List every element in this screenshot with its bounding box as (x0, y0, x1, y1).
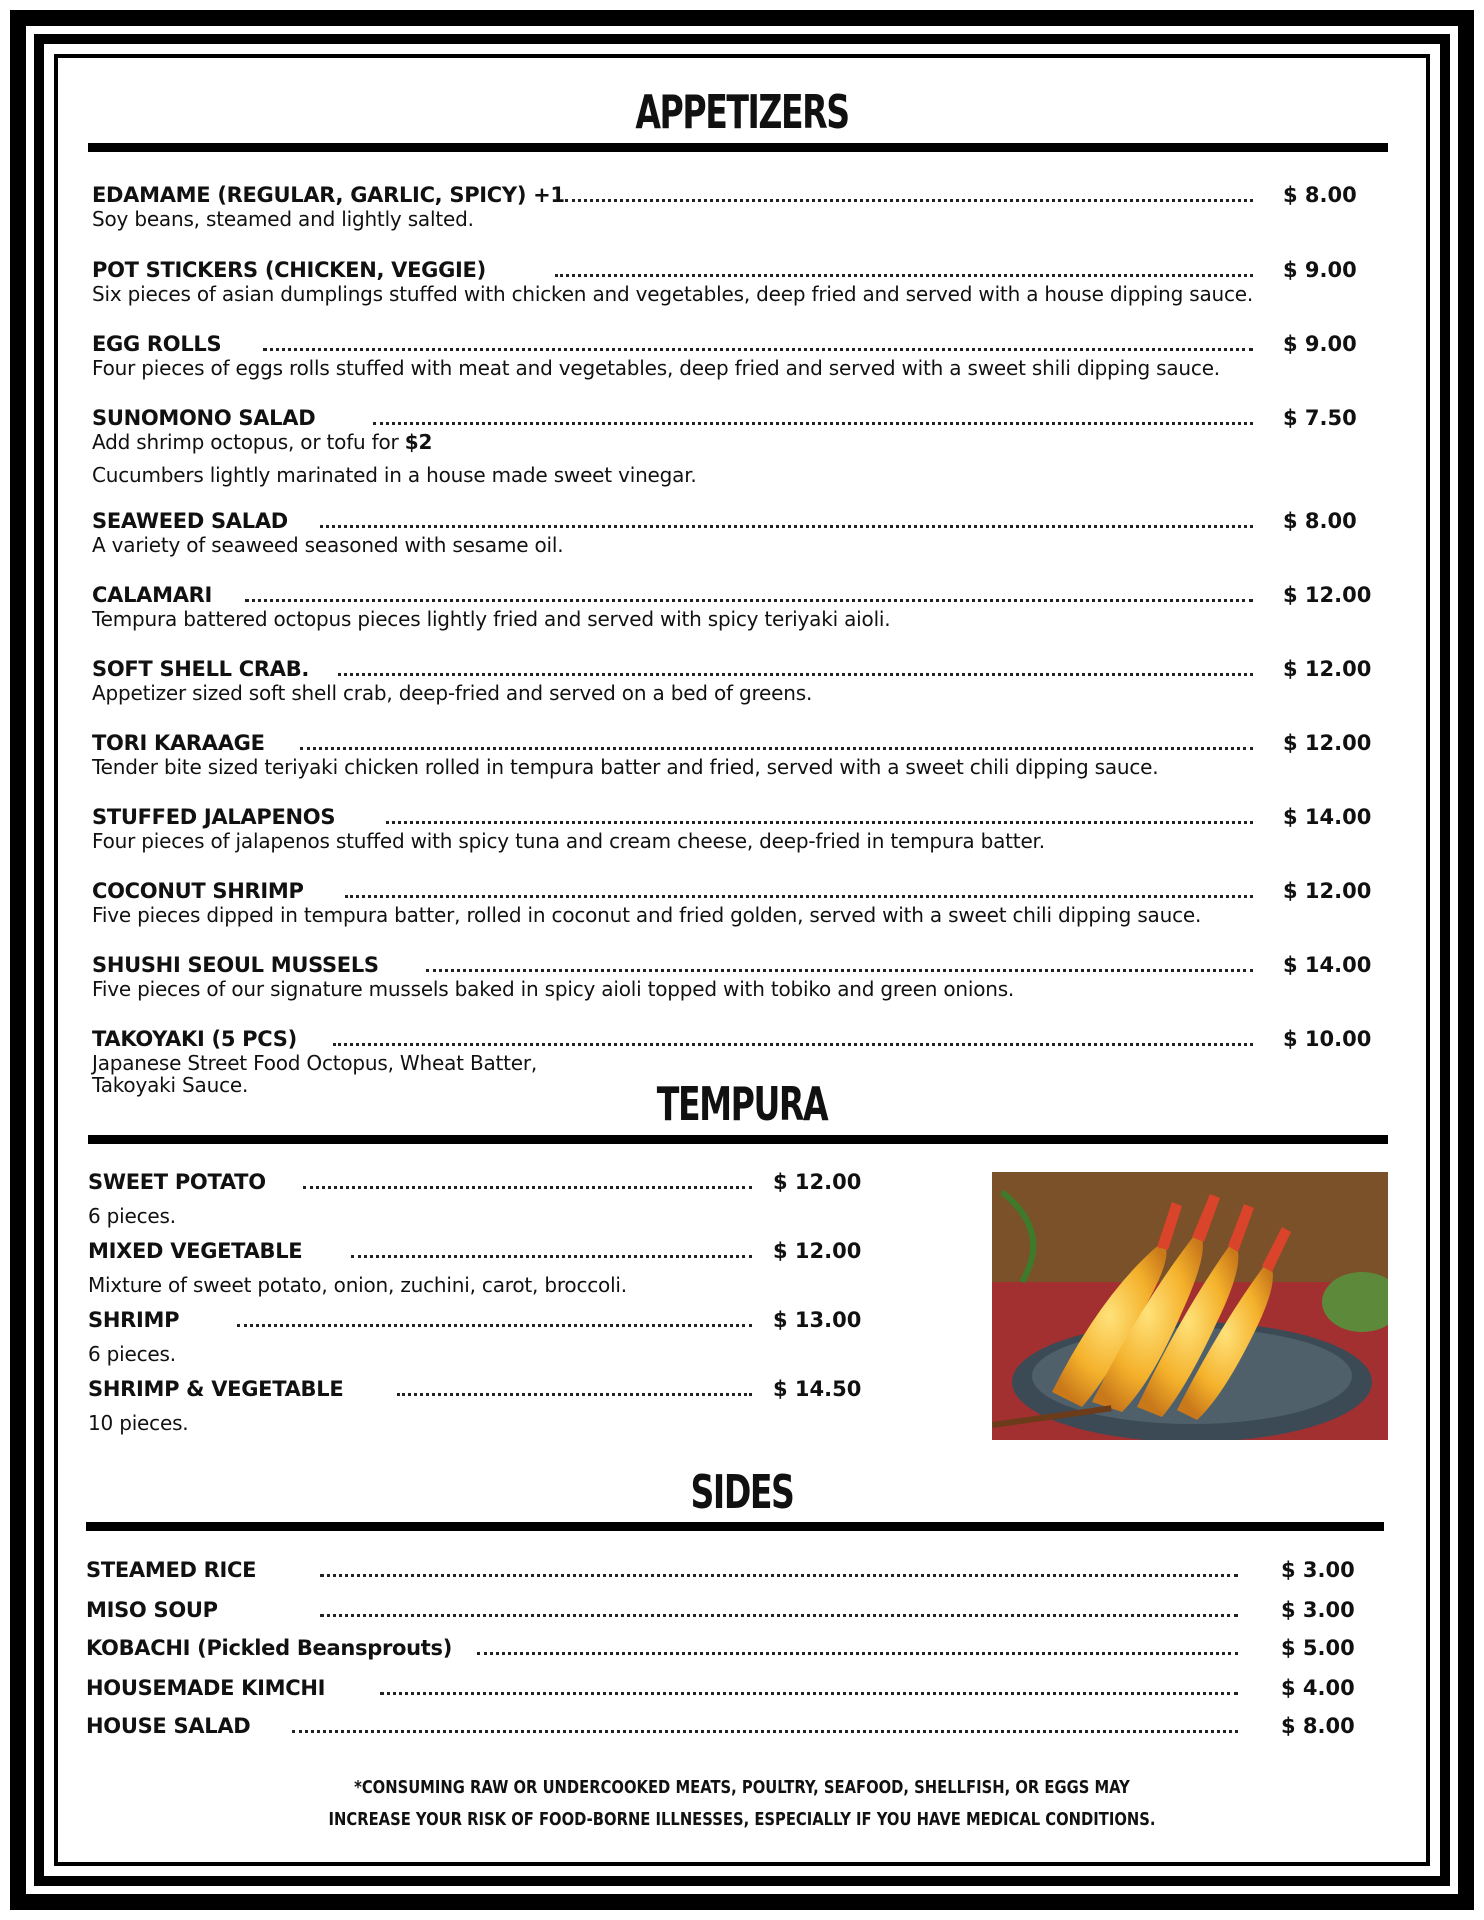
appetizers-title: APPETIZERS (635, 85, 849, 139)
item-price: $ 12.00 (1283, 731, 1372, 755)
dot-leader (351, 1255, 752, 1258)
item-name: TAKOYAKI (5 PCS) (92, 1027, 297, 1051)
item-description: Takoyaki Sauce. (92, 1073, 249, 1097)
item-price: $ 9.00 (1283, 332, 1357, 356)
dot-leader (237, 1324, 752, 1327)
item-price: $ 12.00 (773, 1239, 862, 1263)
menu-item (92, 507, 1390, 535)
item-price: $ 14.50 (773, 1377, 862, 1401)
dot-leader (345, 895, 1253, 898)
item-description: Japanese Street Food Octopus, Wheat Batter, (92, 1051, 538, 1075)
item-note-text: Add shrimp octopus, or tofu for (92, 430, 405, 454)
dot-leader (555, 274, 1253, 277)
item-name: EDAMAME (REGULAR, GARLIC, SPICY) +1 (92, 183, 565, 207)
item-name: SWEET POTATO (88, 1170, 266, 1194)
menu-item (92, 877, 1390, 905)
menu-item (92, 330, 1390, 358)
item-description: 6 pieces. (88, 1204, 176, 1228)
item-name: HOUSE SALAD (86, 1714, 251, 1738)
item-price: $ 10.00 (1283, 1027, 1372, 1051)
item-price: $ 12.00 (773, 1170, 862, 1194)
dot-leader (397, 1393, 752, 1396)
item-note-price: $2 (404, 430, 433, 454)
item-name: SOFT SHELL CRAB. (92, 657, 310, 681)
tempura-rule (88, 1135, 1388, 1144)
appetizers-rule (88, 143, 1388, 152)
item-price: $ 12.00 (1283, 657, 1372, 681)
menu-item (88, 1168, 880, 1196)
dot-leader (320, 1614, 1238, 1617)
item-price: $ 3.00 (1281, 1598, 1355, 1622)
item-name: CALAMARI (92, 583, 213, 607)
item-price: $ 14.00 (1283, 953, 1372, 977)
menu-item (92, 951, 1390, 979)
item-name: HOUSEMADE KIMCHI (86, 1676, 326, 1700)
item-price: $ 5.00 (1281, 1636, 1355, 1660)
item-price: $ 14.00 (1283, 805, 1372, 829)
tempura-shrimp-photo (992, 1172, 1388, 1440)
menu-item (88, 1306, 880, 1334)
disclaimer-line-1: *CONSUMING RAW OR UNDERCOOKED MEATS, POULTRY, SEAFOOD, SHELLFISH, OR EGGS MAY (354, 1777, 1130, 1798)
item-price: $ 7.50 (1283, 406, 1357, 430)
item-price: $ 13.00 (773, 1308, 862, 1332)
dot-leader (263, 348, 1253, 351)
item-description: 10 pieces. (88, 1411, 189, 1435)
dot-leader (300, 747, 1253, 750)
item-price: $ 12.00 (1283, 879, 1372, 903)
item-name: SHRIMP & VEGETABLE (88, 1377, 344, 1401)
item-price: $ 8.00 (1283, 509, 1357, 533)
dot-leader (477, 1652, 1238, 1655)
dot-leader (320, 1574, 1238, 1577)
item-price: $ 8.00 (1281, 1714, 1355, 1738)
item-description: A variety of seaweed seasoned with sesame oil. (92, 533, 564, 557)
menu-item (92, 256, 1390, 284)
menu-item (86, 1556, 1390, 1584)
menu-item (88, 1237, 880, 1265)
item-description: Four pieces of jalapenos stuffed with spicy tuna and cream cheese, deep-fried in tempura batter. (92, 829, 1045, 853)
dot-leader (292, 1730, 1238, 1733)
item-description: Five pieces of our signature mussels baked in spicy aioli topped with tobiko and green onions. (92, 977, 1015, 1001)
menu-item (86, 1634, 1390, 1662)
item-description: Five pieces dipped in tempura batter, rolled in coconut and fried golden, served with a sweet chili dipping sauce. (92, 903, 1202, 927)
item-price: $ 4.00 (1281, 1676, 1355, 1700)
dot-leader (338, 673, 1253, 676)
item-price: $ 9.00 (1283, 258, 1357, 282)
menu-item (86, 1596, 1390, 1624)
item-name: KOBACHI (Pickled Beansprouts) (86, 1636, 453, 1660)
item-name: SUNOMONO SALAD (92, 406, 316, 430)
item-name: STUFFED JALAPENOS (92, 805, 336, 829)
dot-leader (303, 1186, 752, 1189)
menu-item (92, 181, 1390, 209)
sides-rule (86, 1522, 1384, 1531)
item-price: $ 8.00 (1283, 183, 1357, 207)
item-name: SHUSHI SEOUL MUSSELS (92, 953, 379, 977)
menu-item (86, 1674, 1390, 1702)
dot-leader (426, 969, 1253, 972)
item-description: Six pieces of asian dumplings stuffed with chicken and vegetables, deep fried and served with a house dipping sauce. (92, 282, 1254, 306)
dot-leader (565, 199, 1253, 202)
item-description: Mixture of sweet potato, onion, zuchini, carot, broccoli. (88, 1273, 627, 1297)
menu-item (86, 1712, 1390, 1740)
item-description: Four pieces of eggs rolls stuffed with meat and vegetables, deep fried and served with a sweet shili dipping sauce. (92, 356, 1220, 380)
tempura-title: TEMPURA (656, 1077, 828, 1131)
menu-item (92, 655, 1390, 683)
item-name: STEAMED RICE (86, 1558, 257, 1582)
item-description: 6 pieces. (88, 1342, 176, 1366)
item-description: Cucumbers lightly marinated in a house made sweet vinegar. (92, 463, 697, 487)
dot-leader (373, 422, 1253, 425)
item-description: Soy beans, steamed and lightly salted. (92, 207, 474, 231)
item-name: SHRIMP (88, 1308, 180, 1332)
disclaimer-line-2: INCREASE YOUR RISK OF FOOD-BORNE ILLNESSES, ESPECIALLY IF YOU HAVE MEDICAL CONDITIONS. (328, 1809, 1156, 1830)
dot-leader (320, 525, 1253, 528)
item-note (92, 429, 432, 455)
menu-item (92, 1025, 1390, 1053)
item-description: Tempura battered octopus pieces lightly fried and served with spicy teriyaki aioli. (92, 607, 891, 631)
item-description: Appetizer sized soft shell crab, deep-fried and served on a bed of greens. (92, 681, 813, 705)
item-name: POT STICKERS (CHICKEN, VEGGIE) (92, 258, 486, 282)
item-price: $ 3.00 (1281, 1558, 1355, 1582)
menu-item (88, 1375, 880, 1403)
dot-leader (380, 1692, 1238, 1695)
dot-leader (333, 1043, 1253, 1046)
menu-item (92, 404, 1390, 432)
item-price: $ 12.00 (1283, 583, 1372, 607)
menu-item (92, 729, 1390, 757)
menu-item (92, 803, 1390, 831)
item-name: MIXED VEGETABLE (88, 1239, 303, 1263)
dot-leader (245, 599, 1253, 602)
item-name: EGG ROLLS (92, 332, 222, 356)
menu-item (92, 581, 1390, 609)
sides-title: SIDES (690, 1465, 794, 1519)
item-description: Tender bite sized teriyaki chicken rolled in tempura batter and fried, served with a sweet chili dipping sauce. (92, 755, 1159, 779)
item-name: SEAWEED SALAD (92, 509, 288, 533)
item-name: MISO SOUP (86, 1598, 218, 1622)
dot-leader (386, 821, 1253, 824)
item-name: TORI KARAAGE (92, 731, 265, 755)
item-name: COCONUT SHRIMP (92, 879, 304, 903)
